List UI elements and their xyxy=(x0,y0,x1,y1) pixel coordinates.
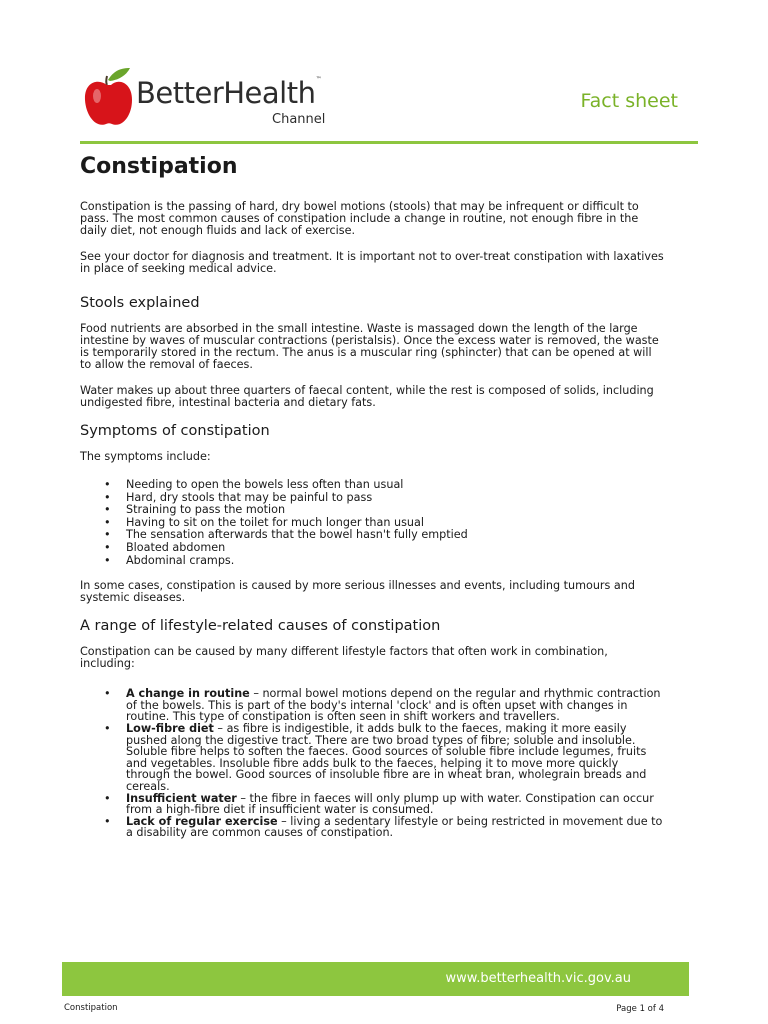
list-item: • Hard, dry stools that may be painful to pass xyxy=(126,492,665,505)
cause-term: A change in routine xyxy=(126,687,250,701)
cause-term: Lack of regular exercise xyxy=(126,814,278,828)
list-item xyxy=(126,688,665,723)
website-link[interactable]: www.betterhealth.vic.gov.au xyxy=(445,971,631,986)
intro-paragraph: Constipation is the passing of hard, dry bowel motions (stools) that may be infrequent or difficult to pass. The most common causes of constipation include a change in routine, not enough fibre in the daily diet, not enough fluids and lack of exercise. xyxy=(80,200,639,237)
symptoms-outro: In some cases, constipation is caused by more serious illnesses and events, including tumours and systemic diseases. xyxy=(80,579,635,605)
section-heading-causes: A range of lifestyle-related causes of constipation xyxy=(80,618,441,635)
list-item: • Straining to pass the motion xyxy=(126,504,665,517)
better-health-logo[interactable] xyxy=(84,66,354,128)
page-number: Page 1 of 4 xyxy=(616,1004,664,1014)
cause-text: – the fibre in faeces will only plump up with water. Constipation can occur from a high-fibre diet if insufficient water is consumed. xyxy=(126,791,654,817)
section-heading-stools: Stools explained xyxy=(80,295,200,311)
cause-text: – as fibre is indigestible, it adds bulk to the faeces, making it more easily pushed along the digestive tract. There are two broad types of fibre; soluble and insoluble. Soluble fibre helps to soften the faeces. Good sources of soluble fibre include legumes, fruits and vegetables. Insoluble fibre adds bulk to the faeces, helping it to move more quickly through the bowel. Good sources of insoluble fibre are in wheat bran, wholegrain breads and cereals. xyxy=(126,721,647,793)
fact-sheet-label: Fact sheet xyxy=(580,90,678,112)
footer-document-name: Constipation xyxy=(64,1003,118,1013)
causes-list xyxy=(80,688,665,839)
stools-paragraph: Food nutrients are absorbed in the small intestine. Waste is massaged down the length of the large intestine by waves of muscular contractions (peristalsis). Once the excess water is removed, the waste is temporarily stored in the rectum. The anus is a muscular ring (sphincter) that can be opened at will to allow the removal of faeces. xyxy=(80,322,659,371)
cause-term: Low-fibre diet xyxy=(126,721,214,735)
trademark-mark: ™ xyxy=(315,76,322,83)
logo-wordmark xyxy=(136,76,326,127)
brand-subtitle: Channel xyxy=(272,112,326,127)
symptoms-intro: The symptoms include: xyxy=(80,450,211,463)
list-item xyxy=(126,793,665,816)
list-item: • Having to sit on the toilet for much longer than usual xyxy=(126,517,665,530)
list-item: • Abdominal cramps. xyxy=(126,555,665,568)
list-item xyxy=(126,816,665,839)
apple-icon xyxy=(84,66,134,126)
list-item: • The sensation afterwards that the bowel hasn't fully emptied xyxy=(126,529,665,542)
cause-text: – normal bowel motions depend on the regular and rhythmic contraction of the bowels. This is part of the body's internal 'clock' and is often upset with changes in routine. This type of constipation is often seen in shift workers and travellers. xyxy=(126,687,661,724)
page-title: Constipation xyxy=(80,154,238,179)
stools-paragraph: Water makes up about three quarters of faecal content, while the rest is composed of solids, including undigested fibre, intestinal bacteria and dietary fats. xyxy=(80,384,654,409)
list-item xyxy=(126,723,665,793)
list-item: • Bloated abdomen xyxy=(126,542,665,555)
causes-intro: Constipation can be caused by many different lifestyle factors that often work in combination, including: xyxy=(80,645,608,671)
document-body xyxy=(80,150,665,852)
symptoms-list xyxy=(80,479,665,567)
intro-paragraph: See your doctor for diagnosis and treatment. It is important not to over-treat constipation with laxatives in place of seeking medical advice. xyxy=(80,250,664,275)
footer-bar xyxy=(62,962,689,996)
cause-term: Insufficient water xyxy=(126,791,237,805)
header-divider xyxy=(80,141,698,144)
brand-name: BetterHealth xyxy=(136,76,316,110)
list-item: • Needing to open the bowels less often than usual xyxy=(126,479,665,492)
section-heading-symptoms: Symptoms of constipation xyxy=(80,423,270,439)
cause-text: – living a sedentary lifestyle or being restricted in movement due to a disability are common causes of constipation. xyxy=(126,814,663,840)
